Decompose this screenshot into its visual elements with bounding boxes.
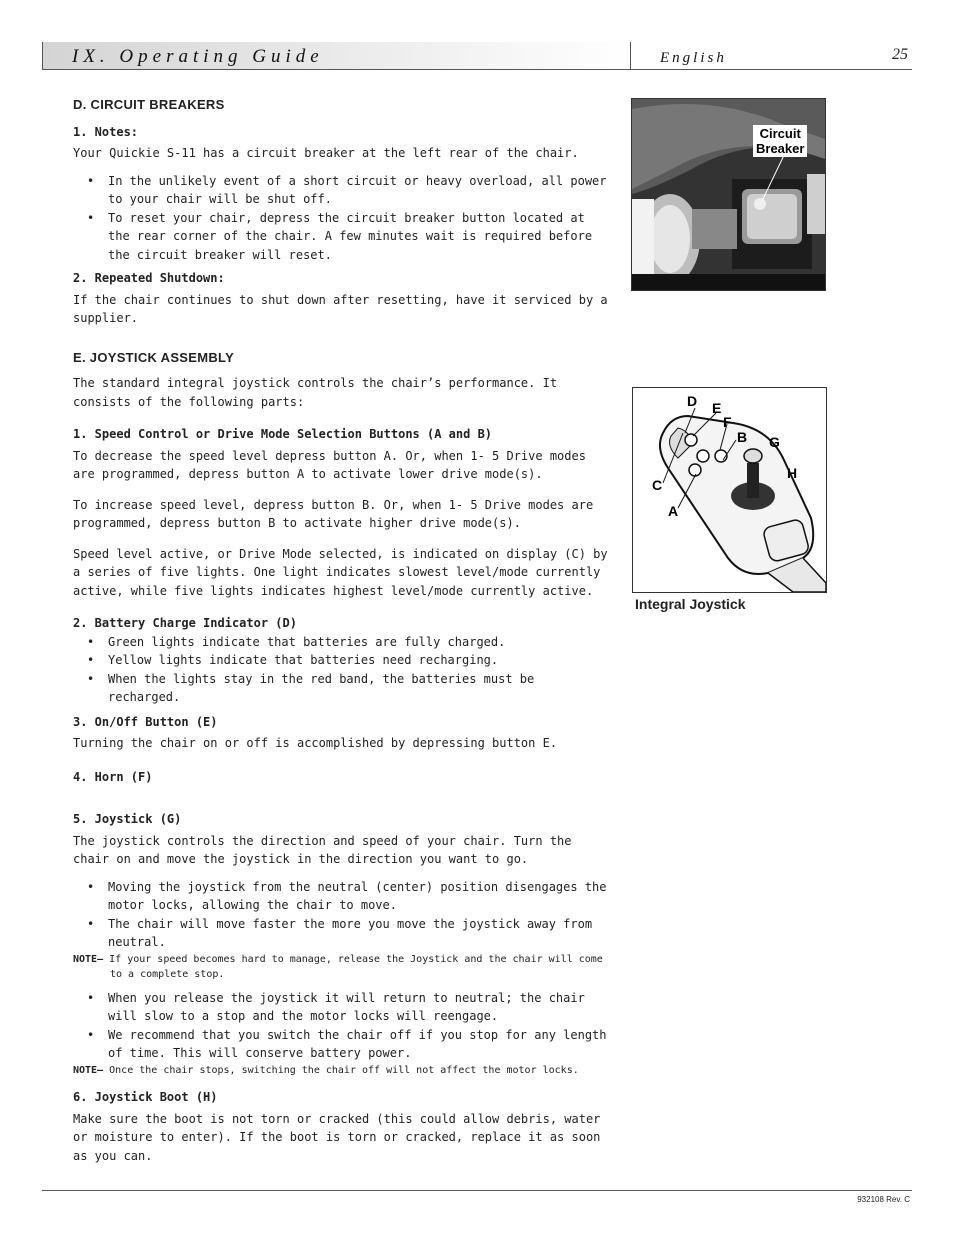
circuit-breakers-heading: D. CIRCUIT BREAKERS (73, 97, 225, 112)
joystick-bullets-b (73, 989, 608, 1063)
list-item: • We recommend that you switch the chair off if you stop for any length of time. This will conserve battery power. (73, 1026, 608, 1063)
label-b: B (737, 429, 748, 445)
note-text: If your speed becomes hard to manage, release the Joystick and the chair will come to a complete stop. (103, 953, 603, 980)
label-line: Circuit (759, 126, 801, 141)
joystick-intro: The standard integral joystick controls the chair’s performance. It consists of the following parts: (73, 376, 558, 409)
label-f: F (723, 414, 732, 430)
label-h: H (787, 465, 798, 481)
circuit-breaker-bullets (73, 172, 608, 265)
joystick-bullets-a (73, 878, 608, 952)
section-title: IX. Operating Guide (72, 46, 324, 67)
speed-control-heading: 1. Speed Control or Drive Mode Selection Buttons (A and B) (73, 427, 493, 441)
battery-indicator-heading: 2. Battery Charge Indicator (D) (73, 616, 297, 630)
list-item: • Green lights indicate that batteries are fully charged. (73, 633, 608, 652)
label-e: E (712, 400, 722, 416)
repeated-shutdown-text: If the chair continues to shut down after resetting, have it serviced by a supplier. (73, 292, 608, 325)
list-item: • The chair will move faster the more you move the joystick away from neutral. (73, 915, 608, 952)
list-item: • Moving the joystick from the neutral (center) position disengages the motor locks, allowing the chair to move. (73, 878, 608, 915)
onoff-heading: 3. On/Off Button (E) (73, 714, 218, 729)
joystick-heading: 5. Joystick (G) (73, 812, 182, 826)
document-id: 932108 Rev. C (857, 1195, 910, 1204)
list-item: • To reset your chair, depress the circuit breaker button located at the rear corner of the chair. A few minutes wait is required before the circuit breaker will reset. (73, 209, 608, 265)
label-a: A (668, 503, 679, 519)
joystick-boot-text: Make sure the boot is not torn or cracked (this could allow debris, water or moisture to enter). If the boot is torn or cracked, replace it as soon as you can. (73, 1111, 601, 1163)
main-text-column (73, 96, 608, 1165)
label-d: D (687, 393, 698, 409)
list-item: • When the lights stay in the red band, the batteries must be recharged. (73, 670, 608, 707)
speed-paragraph-1: To decrease the speed level depress button A. Or, when 1- 5 Drive modes are programmed, depress button A to activate lower drive mode(s). (73, 448, 586, 481)
repeated-shutdown-heading: 2. Repeated Shutdown: (73, 271, 225, 285)
list-item: • When you release the joystick it will return to neutral; the chair will slow to a stop and the motor locks will reengage. (73, 989, 608, 1026)
joystick-assembly-heading: E. JOYSTICK ASSEMBLY (73, 349, 235, 365)
note-1 (73, 952, 608, 983)
list-item: • In the unlikely event of a short circuit or heavy overload, all power to your chair will be shut off. (73, 172, 608, 209)
joystick-boot-heading: 6. Joystick Boot (H) (73, 1090, 218, 1104)
speed-paragraph-3: Speed level active, or Drive Mode selected, is indicated on display (C) by a series of five lights. One light indicates slowest level/mode currently active, while five lights indicates highest level/mode currently active. (73, 546, 608, 598)
joystick-diagram (632, 387, 827, 593)
page-number: 25 (892, 46, 908, 63)
battery-bullets (73, 633, 608, 707)
header-divider (630, 42, 631, 70)
onoff-text: Turning the chair on or off is accomplished by depressing button E. (73, 736, 558, 750)
label-g: G (769, 434, 780, 450)
joystick-text: The joystick controls the direction and speed of your chair. Turn the chair on and move the joystick in the direction you want to go. (73, 833, 572, 866)
label-c: C (652, 477, 663, 493)
joystick-caption: Integral Joystick (635, 596, 746, 612)
circuit-breaker-photo (631, 98, 826, 291)
speed-paragraph-2: To increase speed level, depress button B. Or, when 1- 5 Drive modes are programmed, depress button B to activate higher drive mode(s). (73, 497, 594, 530)
circuit-breaker-label (753, 125, 807, 157)
note-2 (73, 1063, 608, 1079)
note-text: Once the chair stops, switching the chair off will not affect the motor locks. (103, 1064, 579, 1076)
list-item: • Yellow lights indicate that batteries need recharging. (73, 651, 608, 670)
header-rule (42, 69, 912, 70)
note-label: NOTE– (73, 1064, 104, 1076)
language-label: English (660, 50, 727, 66)
note-label: NOTE– (73, 953, 104, 965)
label-line: Breaker (756, 141, 805, 156)
notes-text: Your Quickie S-11 has a circuit breaker at the left rear of the chair. (73, 146, 579, 160)
notes-heading: 1. Notes: (73, 124, 139, 139)
horn-heading: 4. Horn (F) (73, 769, 153, 784)
footer-rule (42, 1190, 912, 1191)
